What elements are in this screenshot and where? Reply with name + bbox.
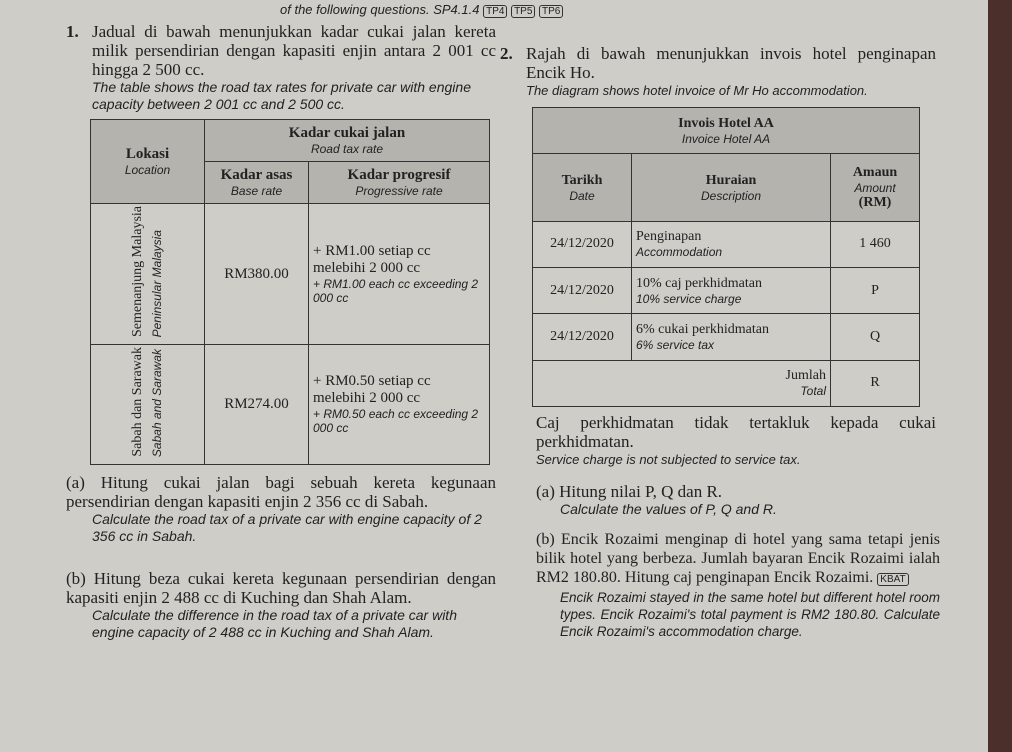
header xyxy=(280,2,563,20)
tag-tp6: TP6 xyxy=(539,5,563,18)
tag-tp5: TP5 xyxy=(511,5,535,18)
q1b-ms: (b) Hitung beza cukai kereta kegunaan persendirian dengan kapasiti enjin 2 488 cc di Kuching dan Shah Alam. xyxy=(66,568,496,607)
q2-note xyxy=(536,413,936,468)
prog-ms: + RM0.50 setiap cc melebihi 2 000 cc xyxy=(313,373,431,407)
q1b xyxy=(66,569,496,641)
invoice-row: 24/12/2020 10% caj perkhidmatan 10% service charge P xyxy=(533,268,920,314)
q1-column xyxy=(66,22,496,641)
table-row xyxy=(91,345,490,465)
amount: 1 460 xyxy=(831,221,920,267)
amount: Q xyxy=(831,314,920,360)
q1a-ms: (a) Hitung cukai jalan bagi sebuah kereta kegunaan persendirian dengan kapasiti enjin 2 356 cc di Sabah. xyxy=(66,472,496,511)
q1-intro-en: The table shows the road tax rates for private car with engine capacity between 2 001 cc and 2 500 cc. xyxy=(92,79,471,112)
table-row xyxy=(91,204,490,345)
col-location: Lokasi Location xyxy=(91,120,205,204)
q2-note-en: Service charge is not subjected to service tax. xyxy=(536,452,801,467)
q2b-en: Encik Rozaimi stayed in the same hotel but different hotel room types. Encik Rozaimi's total payment is RM2 180.80. Calculate Encik Rozaimi's accommodation charge. xyxy=(560,590,940,639)
col-rate: Kadar cukai jalan Road tax rate xyxy=(205,120,490,162)
total-amount: R xyxy=(831,360,920,406)
invoice-row: 24/12/2020 Penginapan Accommodation 1 460 xyxy=(533,221,920,267)
page-edge xyxy=(988,0,1012,752)
invoice-title-en: Invoice Hotel AA xyxy=(681,131,771,146)
header-text: of the following questions. SP4.1.4 xyxy=(280,2,480,17)
q1-number: 1. xyxy=(66,22,79,41)
kbat-tag: KBAT xyxy=(877,573,908,586)
q2-column xyxy=(500,44,940,640)
col-progressive: Kadar progresif Progressive rate xyxy=(309,162,490,204)
q2a xyxy=(536,482,936,518)
q2b-ms: (b) Encik Rozaimi menginap di hotel yang sama tetapi jenis bilik hotel yang berbeza. Jumlah bayaran Encik Rozaimi ialah RM2 180.80. Hitung caj penginapan Encik Rozaimi. xyxy=(536,531,940,586)
invoice-title-ms: Invois Hotel AA xyxy=(678,115,774,131)
location-en: Peninsular Malaysia xyxy=(149,229,164,338)
q2-number: 2. xyxy=(500,44,513,63)
q2-intro xyxy=(500,44,940,99)
invoice-row: 24/12/2020 6% cukai perkhidmatan 6% service tax Q xyxy=(533,314,920,360)
q1-intro-ms: Jadual di bawah menunjukkan kadar cukai jalan kereta milik persendirian dengan kapasiti enjin antara 2 001 cc hingga 2 500 cc. xyxy=(92,22,496,79)
q2a-ms: (a) Hitung nilai P, Q dan R. xyxy=(536,482,723,501)
q2-note-ms: Caj perkhidmatan tidak tertakluk kepada cukai perkhidmatan. xyxy=(536,413,936,451)
col-base: Kadar asas Base rate xyxy=(205,162,309,204)
q1-intro xyxy=(66,22,496,113)
base-rate: RM380.00 xyxy=(205,204,309,345)
q2-intro-ms: Rajah di bawah menunjukkan invois hotel penginapan Encik Ho. xyxy=(526,44,936,82)
prog-ms: + RM1.00 setiap cc melebihi 2 000 cc xyxy=(313,243,431,277)
base-rate: RM274.00 xyxy=(205,345,309,465)
q2-intro-en: The diagram shows hotel invoice of Mr Ho accommodation. xyxy=(526,83,868,98)
q2a-en: Calculate the values of P, Q and R. xyxy=(560,501,777,517)
location-en: Sabah and Sarawak xyxy=(149,348,164,457)
hotel-invoice: Invois Hotel AA Invoice Hotel AA Tarikh Date Huraian Description Amaun Amount (RM) 24/12/2020 Penginapan Accommodation 1 460 24/12/2020 10% caj perkhidmatan 10% service charge P 24/12/2020 6% cukai perkhidmatan 6% service tax Q Jumlah Total R xyxy=(532,107,920,407)
location-ms: Semenanjung Malaysia xyxy=(130,206,146,338)
q2b xyxy=(536,530,940,640)
tag-tp4: TP4 xyxy=(483,5,507,18)
q1b-en: Calculate the difference in the road tax of a private car with engine capacity of 2 488 cc in Kuching and Shah Alam. xyxy=(92,606,457,640)
invoice-total-row: Jumlah Total R xyxy=(533,360,920,406)
location-ms: Sabah dan Sarawak xyxy=(130,347,146,457)
road-tax-table xyxy=(90,119,490,465)
prog-en: + RM1.00 each cc exceeding 2 000 cc xyxy=(313,277,479,306)
amount: P xyxy=(831,268,920,314)
q1a-en: Calculate the road tax of a private car with engine capacity of 2 356 cc in Sabah. xyxy=(92,510,482,544)
prog-en: + RM0.50 each cc exceeding 2 000 cc xyxy=(313,407,479,436)
q1a xyxy=(66,473,496,545)
